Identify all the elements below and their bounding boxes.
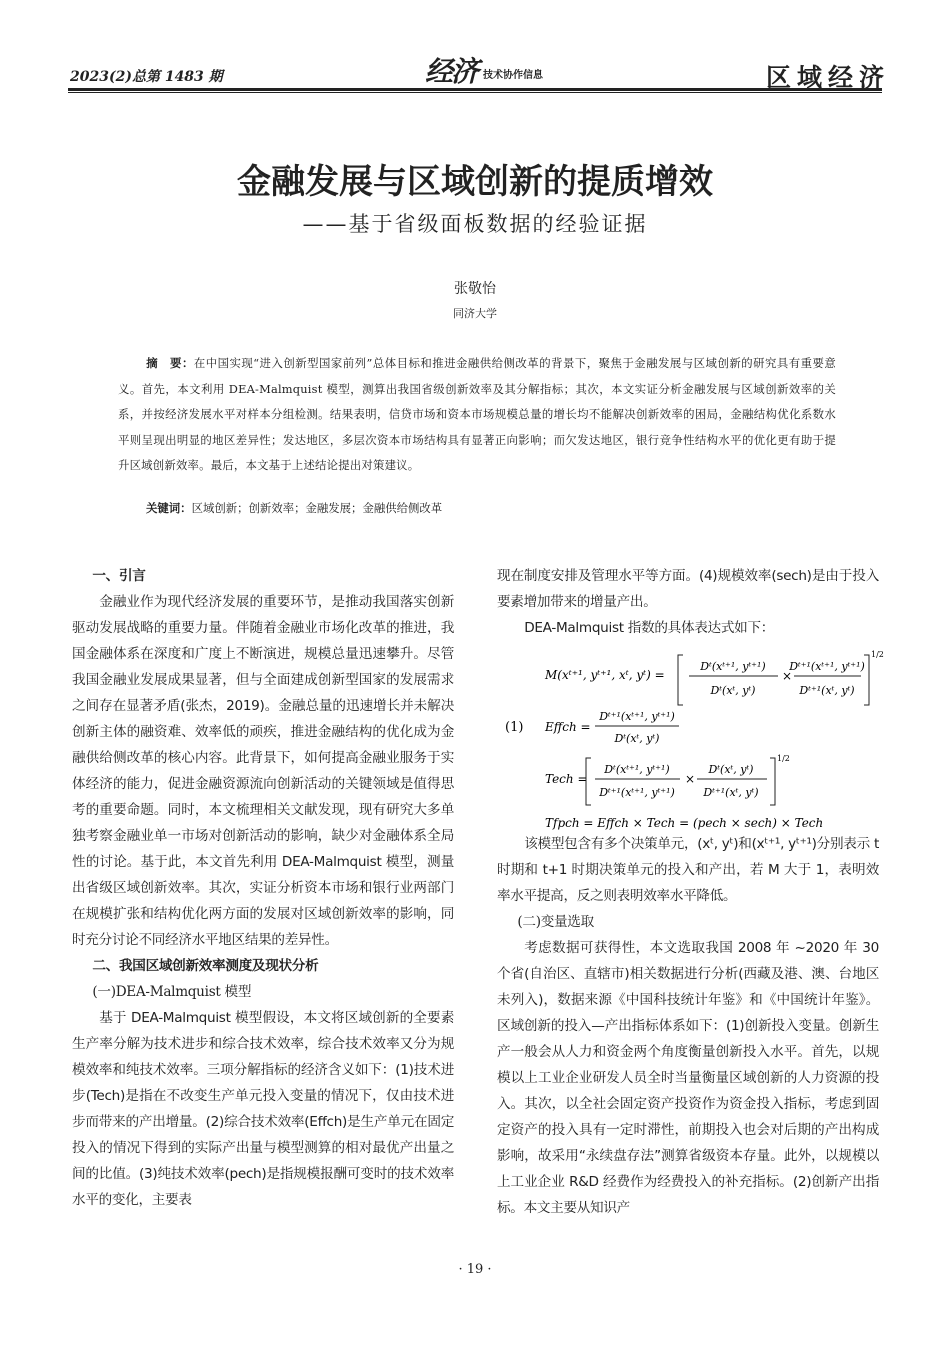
header-rule-thin xyxy=(68,92,882,93)
formula-times: × xyxy=(782,669,793,683)
author-name: 张敬怡 xyxy=(454,281,496,297)
formula-exponent: 1/2 xyxy=(871,650,884,659)
keywords-text: 区域创新；创新效率；金融发展；金融供给侧改革 xyxy=(191,501,443,515)
abstract-label: 摘 要： xyxy=(146,356,194,370)
paragraph: 金融业作为现代经济发展的重要环节，是推动我国落实创新驱动发展战略的重要力量。伴随着金融业市场化改革的推进，我国金融体系在深度和广度上不断演进，规模总量迅速攀升。尽管我国金融业发展成果显著，但与全面建成创新型国家的发展需求之间存在显著矛盾(张杰，2019)。金融总量的迅速增长并未解决创新主体的融资难、效率低的顽疾，推进金融结构的优化成为金融供给侧改革的核心内容。此背景下，如何提高金融业服务于实体经济的能力，促进金融资源流向创新活动的关键领域是值得思考的重要命题。同时，本文梳理相关文献发现，现有研究大多单独考察金融业单一市场对创新活动的影响，缺少对金融体系全局性的讨论。基于此，本文首先利用 DEA-Malmquist 模型，测量出省级区域创新效率。其次，实证分析资本市场和银行业两部门在规模扩张和结构优化两方面的发展对区域创新效率的影响，同时充分讨论不同经济水平地区结果的差异性。 xyxy=(72,594,454,948)
formula-effch-lhs: Effch = xyxy=(545,720,591,734)
malmquist-formula xyxy=(497,645,882,835)
formula-m-den2: Dᵗ⁺¹(xᵗ, yᵗ) xyxy=(799,684,855,697)
subsection-heading-2: (二)变量选取 xyxy=(517,914,594,930)
left-column xyxy=(72,563,454,1213)
bracket-left xyxy=(678,655,683,705)
abstract xyxy=(118,351,836,479)
abstract-text: 在中国实现“进入创新型国家前列”总体目标和推进金融供给侧改革的背景下，聚焦于金融发展与区域创新的研究具有重要意义。首先，本文利用 DEA-Malmquist 模型，测算出我国省级创新效率及其分解指标；其次，本文实证分析金融发展与区域创新效率的关系，并按经济发展水平对样本分组检测。结果表明，信贷市场和资本市场规模总量的增长均不能解决创新效率的困局，金融结构优化系数水平则呈现出明显的地区差异性；发达地区，多层次资本市场结构具有显著正向影响；而欠发达地区，银行竞争性结构水平的优化更有助于提升区域创新效率。最后，本文基于上述结论提出对策建议。 xyxy=(118,356,836,473)
article-subtitle: ——基于省级面板数据的经验证据 xyxy=(302,212,648,236)
article-title: 金融发展与区域创新的提质增效 xyxy=(237,162,713,202)
section-name: 区域经济 xyxy=(766,63,891,92)
paragraph: 基于 DEA-Malmquist 模型假设，本文将区域创新的全要素生产率分解为技术进步和综合技术效率，综合技术效率又分为规模效率和纯技术效率。三项分解指标的经济含义如下：(1)技术进步(Tech)是指在不改变生产单元投入变量的情况下，仅由技术进步而带来的产出增量。(2)综合技术效率(Effch)是生产单元在固定投入的情况下得到的实际产出量与模型测算的相对最优产出量之间的比值。(3)纯技术效率(pech)是指规模报酬可变时的技术效率水平的变化，主要表 xyxy=(72,1010,454,1208)
author-affiliation: 同济大学 xyxy=(453,307,497,320)
paragraph: 该模型包含有多个决策单元，(xᵗ, yᵗ)和(xᵗ⁺¹, yᵗ⁺¹)分别表示 t 时期和 t+1 时期决策单元的投入和产出，若 M 大于 1，表明效率水平提高，反之则表明效率水平降低。 xyxy=(497,836,879,904)
formula-effch-num: Dᵗ⁺¹(xᵗ⁺¹, yᵗ⁺¹) xyxy=(599,710,675,723)
formula-tech-lhs: Tech = xyxy=(545,772,588,786)
bracket-right xyxy=(770,758,775,805)
formula-m-den1: Dᵗ(xᵗ, yᵗ) xyxy=(710,684,756,697)
page-number: · 19 · xyxy=(458,1262,492,1277)
formula-m-num1: Dᵗ(xᵗ⁺¹, yᵗ⁺¹) xyxy=(700,660,766,673)
formula-intro: DEA-Malmquist 指数的具体表达式如下： xyxy=(524,620,775,636)
subsection-heading-1: (一)DEA-Malmquist 模型 xyxy=(92,984,252,1000)
formula-m-lhs: M(xᵗ⁺¹, yᵗ⁺¹, xᵗ, yᵗ) = xyxy=(545,668,665,682)
formula-times: × xyxy=(685,772,696,786)
formula-tech-num1: Dᵗ(xᵗ⁺¹, yᵗ⁺¹) xyxy=(604,763,670,776)
journal-logo-subtitle: 技术协作信息 xyxy=(483,70,543,81)
journal-logo: 经济 xyxy=(425,55,478,88)
formula-effch-den: Dᵗ(xᵗ, yᵗ) xyxy=(614,732,660,745)
issue-number: 2023(2)总第 1483 期 xyxy=(70,69,223,85)
formula-tech-den1: Dᵗ⁺¹(xᵗ⁺¹, yᵗ⁺¹) xyxy=(599,786,675,799)
paragraph-continued: 现在制度安排及管理水平等方面。(4)规模效率(sech)是由于投入要素增加带来的增量产出。 xyxy=(497,568,879,610)
keywords-label: 关键词： xyxy=(146,501,192,515)
formula-tech-num2: Dᵗ(xᵗ, yᵗ) xyxy=(708,763,754,776)
section-heading-2: 二、我国区域创新效率测度及现状分析 xyxy=(92,958,319,974)
formula-number: (1) xyxy=(505,720,524,735)
formula-tech-den2: Dᵗ⁺¹(xᵗ, yᵗ) xyxy=(703,786,759,799)
keywords xyxy=(146,500,846,516)
formula-exponent: 1/2 xyxy=(777,754,790,763)
formula-m-num2: Dᵗ⁺¹(xᵗ⁺¹, yᵗ⁺¹) xyxy=(789,660,865,673)
section-heading-intro: 一、引言 xyxy=(92,568,146,584)
header-rule xyxy=(68,88,882,91)
paragraph: 考虑数据可获得性，本文选取我国 2008 年 ~2020 年 30 个省(自治区、直辖市)相关数据进行分析(西藏及港、澳、台地区未列入)，数据来源《中国科技统计年鉴》和《中国统计年鉴》。区域创新的投入—产出指标体系如下：(1)创新投入变量。创新生产一般会从人力和资金两个角度衡量创新投入水平。首先，以规模以上工业企业研发人员全时当量衡量区域创新的人力资源的投入。其次，以全社会固定资产投资作为资金投入指标，考虑到固定资产的投入具有一定时滞性，前期投入也会对后期的产出构成影响，故采用“永续盘存法”测算省级资本存量。此外，以规模以上工业企业 R&D 经费作为经费投入的补充指标。(2)创新产出指标。本文主要从知识产 xyxy=(497,940,879,1216)
formula-tfpch: Tfpch = Effch × Tech = (pech × sech) × Tech xyxy=(545,816,824,830)
